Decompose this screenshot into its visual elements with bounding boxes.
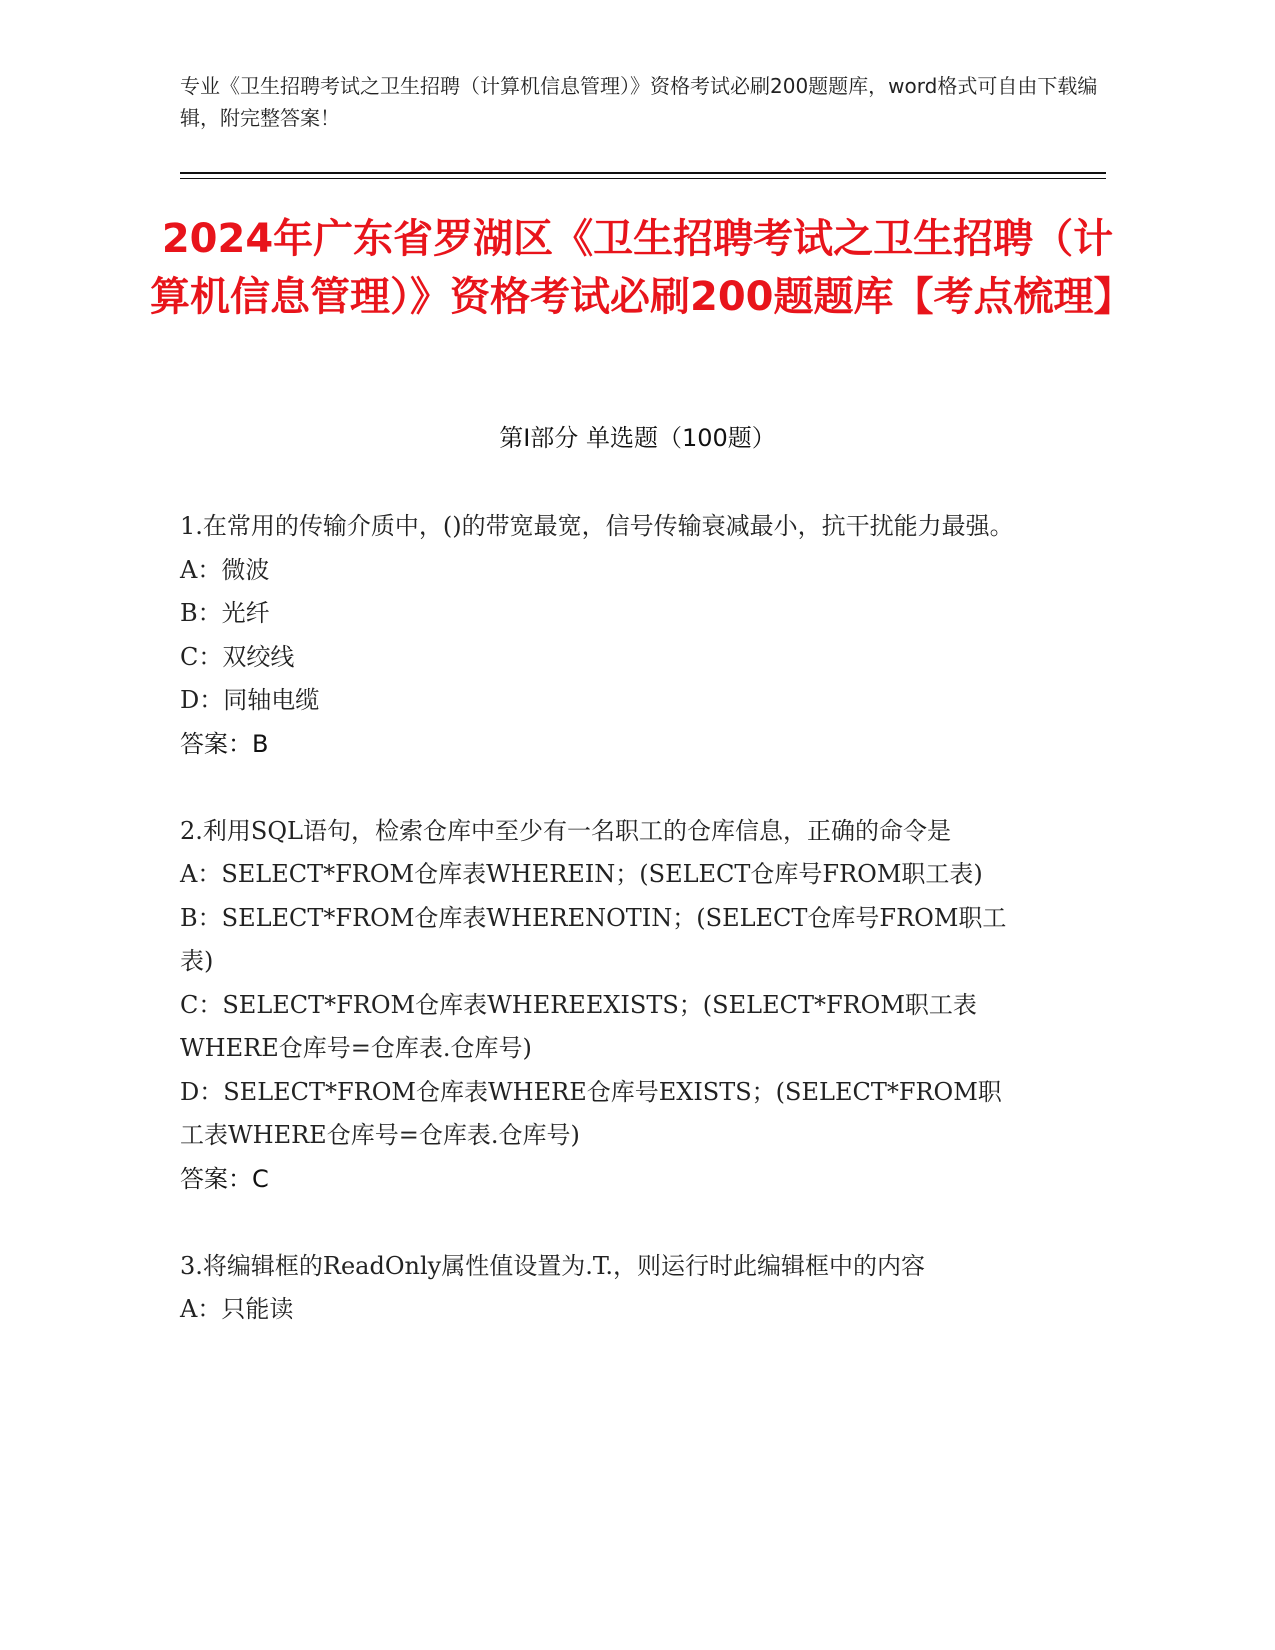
option-a: A：只能读	[180, 1295, 294, 1323]
option-a: A：微波	[180, 555, 270, 584]
option-d: D：SELECT*FROM仓库表WHERE仓库号EXISTS；(SELECT*FROM职工表WHERE仓库号=仓库表.仓库号)	[180, 1077, 1002, 1149]
section-heading: 第Ⅰ部分 单选题（100题）	[499, 424, 776, 452]
option-b: B：SELECT*FROM仓库表WHERENOTIN；(SELECT仓库号FROM职工表)	[180, 903, 1007, 975]
question-3	[180, 1245, 1025, 1332]
question-list	[180, 505, 1025, 1375]
question-text: 1.在常用的传输介质中，()的带宽最宽，信号传输衰减最小，抗干扰能力最强。	[180, 512, 1014, 540]
page-header-note: 专业《卫生招聘考试之卫生招聘（计算机信息管理）》资格考试必刷200题题库，word格式可自由下载编辑，附完整答案！	[180, 74, 1098, 130]
question-1	[180, 505, 1025, 766]
option-c: C：SELECT*FROM仓库表WHEREEXISTS；(SELECT*FROM职工表WHERE仓库号=仓库表.仓库号)	[180, 990, 977, 1062]
answer-text: 答案：B	[180, 729, 269, 758]
option-c: C：双绞线	[180, 642, 295, 671]
question-text: 2.利用SQL语句，检索仓库中至少有一名职工的仓库信息，正确的命令是	[180, 816, 951, 845]
option-a: A：SELECT*FROM仓库表WHEREIN；(SELECT仓库号FROM职工表)	[180, 860, 983, 888]
header-divider-thick	[180, 172, 1106, 174]
option-d: D：同轴电缆	[180, 686, 320, 714]
question-2	[180, 810, 1025, 1202]
document-title: 2024年广东省罗湖区《卫生招聘考试之卫生招聘（计算机信息管理）》资格考试必刷200题题库【考点梳理】	[150, 216, 1134, 320]
question-text: 3.将编辑框的ReadOnly属性值设置为.T.，则运行时此编辑框中的内容	[180, 1251, 925, 1280]
answer-text: 答案：C	[180, 1164, 269, 1193]
option-b: B：光纤	[180, 599, 270, 627]
header-divider-thin	[180, 178, 1106, 179]
